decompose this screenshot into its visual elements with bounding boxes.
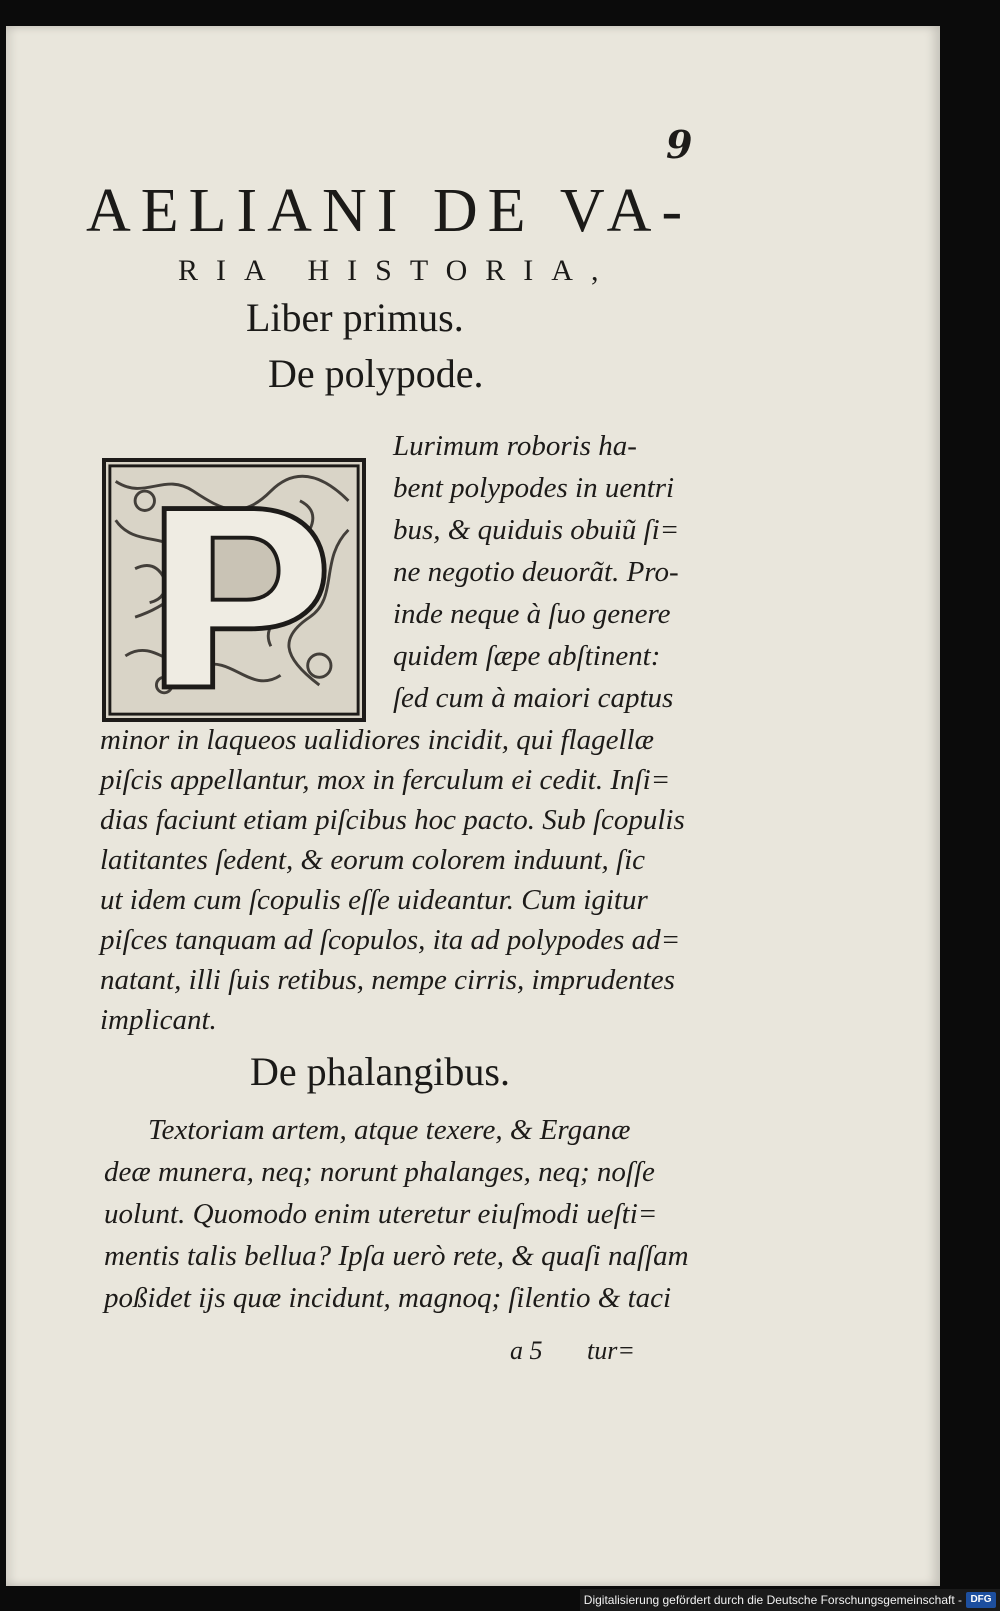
decorated-initial <box>102 458 366 722</box>
page-number: 9 <box>666 122 693 167</box>
digitization-footer <box>580 1589 1000 1611</box>
text-line: dias faciunt etiam piſcibus hoc pacto. Sub ſcopulis <box>100 804 685 836</box>
text-line: natant, illi ſuis retibus, nempe cirris, imprudentes <box>100 964 675 996</box>
title-line-2: RIA HISTORIA, <box>178 254 617 287</box>
page-footer-marks <box>510 1336 750 1366</box>
text-line: uolunt. Quomodo enim uteretur eiuſmodi ueſti= <box>104 1198 658 1230</box>
text-line: Textoriam artem, atque texere, & Erganæ <box>148 1114 631 1146</box>
text-line: bent polypodes in uentri <box>393 472 675 504</box>
decorated-initial-p-icon <box>106 462 362 718</box>
dfg-logo-icon[interactable]: DFG <box>966 1592 996 1608</box>
text-line: piſcis appellantur, mox in ferculum ei cedit. Inſi= <box>100 764 671 796</box>
section-heading-phalangibus: De phalangibus. <box>250 1049 510 1094</box>
title-line-1: AELIANI DE VA- <box>86 177 693 245</box>
text-line: quidem ſæpe abſtinent: <box>393 640 661 672</box>
text-line: minor in laqueos ualidiores incidit, qui flagellæ <box>100 724 654 756</box>
text-line: bus, & quiduis obuiũ ſi= <box>393 514 680 546</box>
text-line: poßidet ijs quæ incidunt, magnoq; ſilentio & taci <box>104 1282 672 1314</box>
title-line-3: Liber primus. <box>246 295 464 340</box>
text-line: inde neque à ſuo genere <box>393 598 671 630</box>
section-heading-polypode: De polypode. <box>268 351 484 396</box>
text-line: implicant. <box>100 1004 217 1036</box>
text-line: latitantes ſedent, & eorum colorem induunt, ſic <box>100 844 646 876</box>
text-line: piſces tanquam ad ſcopulos, ita ad polypodes ad= <box>100 924 681 956</box>
text-line: deæ munera, neq; norunt phalanges, neq; noſſe <box>104 1156 655 1188</box>
text-line: ne negotio deuorãt. Pro- <box>393 556 679 588</box>
text-line: Lurimum roboris ha- <box>393 430 637 462</box>
signature-mark: a 5 <box>510 1336 543 1365</box>
footer-text: Digitalisierung gefördert durch die Deutsche Forschungsgemeinschaft - <box>583 1593 962 1607</box>
book-page <box>6 26 940 1586</box>
text-line: ut idem cum ſcopulis eſſe uideantur. Cum igitur <box>100 884 648 916</box>
catchword: tur= <box>587 1336 635 1365</box>
text-line: mentis talis bellua? Ipſa uerò rete, & quaſi naſſam <box>104 1240 689 1272</box>
text-line: ſed cum à maiori captus <box>393 682 674 714</box>
